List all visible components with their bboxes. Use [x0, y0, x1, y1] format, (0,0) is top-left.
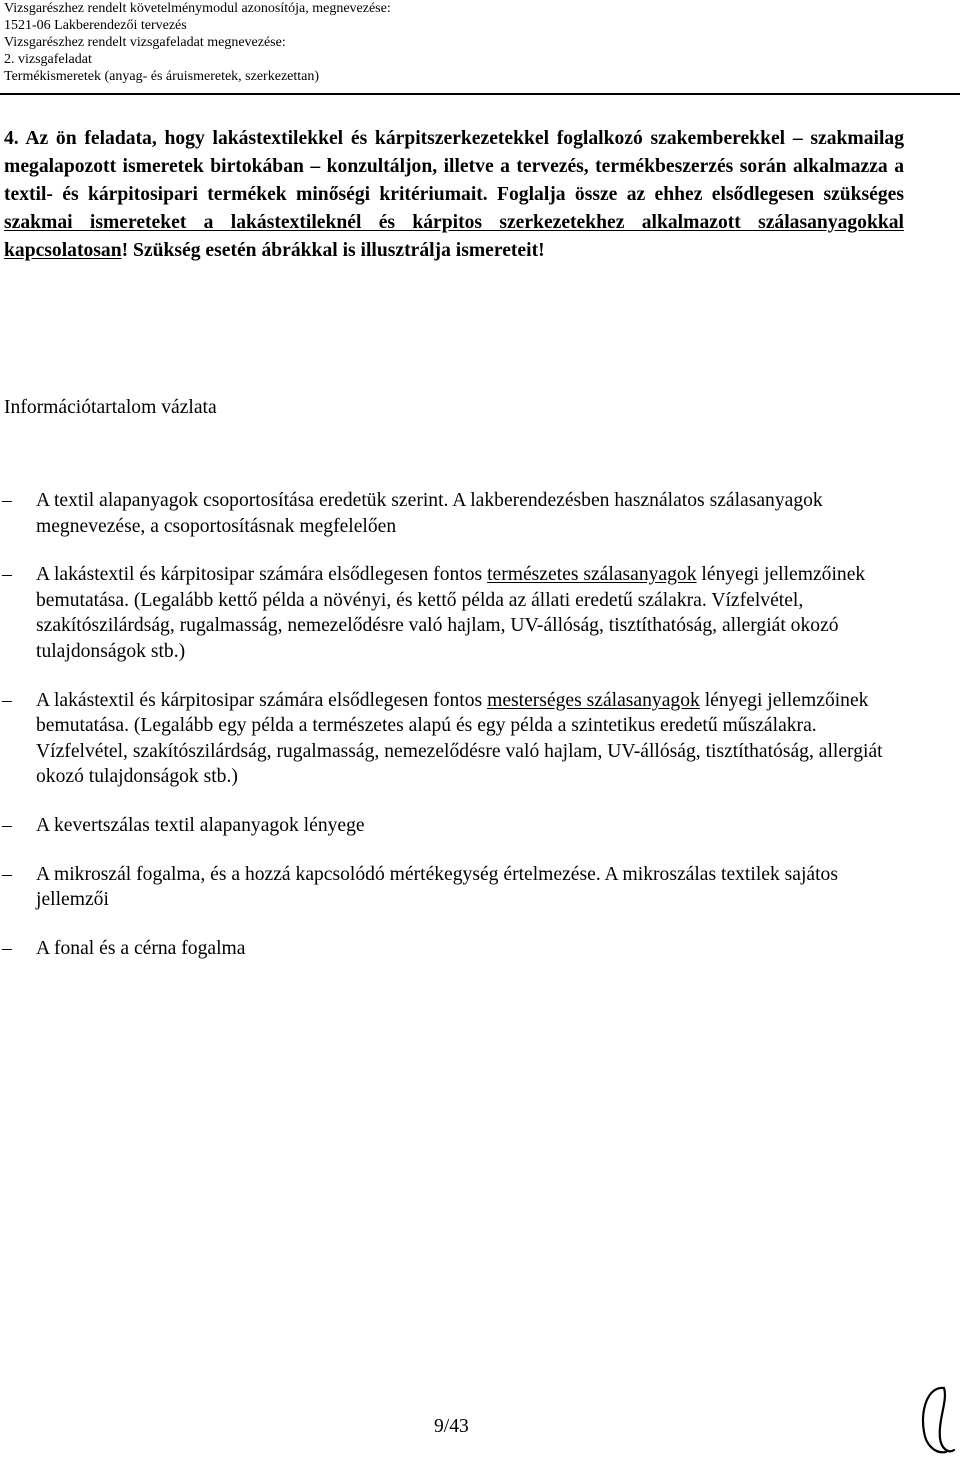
content-outline-list — [0, 488, 900, 984]
list-dash: – — [2, 937, 12, 959]
section-title: Információtartalom vázlata — [4, 397, 217, 418]
list-dash: – — [2, 689, 12, 711]
list-item-underlined: mesterséges szálasanyagok — [487, 689, 700, 711]
list-dash: – — [2, 863, 12, 885]
list-item — [0, 488, 900, 539]
task-text-end: ! Szükség esetén ábrákkal is illusztrálja ismereteit! — [121, 240, 545, 261]
signature-mark — [914, 1380, 958, 1460]
header-line-task-name: Termékismeretek (anyag- és áruismeretek, szerkezettan) — [4, 69, 320, 84]
list-item-text: lényegi jellemzőinek bemutatása. (Legalább egy példa a természetes alapú és egy példa a szintetikus eredetű műszálakra. Vízfelvétel, szakítószilárdság, rugalmasság, nemezelődésre való hajlam, UV-állóság, tisztíthatóság, allergiát okozó tulajdonságok stb.) — [36, 689, 883, 788]
list-dash: – — [2, 564, 12, 586]
list-item-text: A mikroszál fogalma, és a hozzá kapcsolódó mértékegység értelmezése. A mikroszálas textilek sajátos jellemzői — [36, 863, 838, 911]
header-line-task-label: Vizsgarészhez rendelt vizsgafeladat megnevezése: — [4, 35, 286, 50]
list-dash: – — [2, 490, 12, 511]
header-divider — [0, 93, 960, 95]
list-item-text: lényegi jellemzőinek bemutatása. (Legalább kettő példa a növényi, és kettő példa az állati eredetű szálakra. Vízfelvétel, szakítószilárdság, rugalmasság, nemezelődésre való hajlam, UV-állóság, tisztíthatóság, allergiát okozó tulajdonságok stb.) — [36, 564, 866, 662]
header-line-module-name: 1521-06 Lakberendezői tervezés — [4, 18, 187, 33]
task-text-underlined: szakmai ismereteket a lakástextileknél és kárpitos szerkezetekhez alkalmazott szálasanyagokkal kapcsolatosan — [4, 212, 904, 261]
task-text-intro: 4. Az ön feladata, hogy lakástextilekkel és kárpitszerkezetekkel foglalkozó szakemberekkel – szakmailag megalapozott ismeretek birtokában – konzultáljon, illetve a tervezés, termékbeszerzés során alkalmazza a textil- és kárpitosipari termékek minőségi kritériumait. Foglalja össze az ehhez elsődlegesen szükséges — [4, 128, 904, 205]
list-item-text: A kevertszálas textil alapanyagok lényege — [36, 814, 365, 836]
list-item — [0, 936, 900, 962]
list-item — [0, 862, 900, 913]
list-item-text: A fonal és a cérna fogalma — [36, 937, 246, 959]
list-item-underlined: természetes szálasanyagok — [487, 564, 697, 586]
task-paragraph — [4, 125, 904, 265]
page-number: 9/43 — [434, 1416, 469, 1437]
header-line-module-label: Vizsgarészhez rendelt követelménymodul azonosítója, megnevezése: — [4, 1, 391, 16]
list-item — [0, 813, 900, 839]
header-line-task-number: 2. vizsgafeladat — [4, 52, 92, 67]
list-item-text: A textil alapanyagok csoportosítása eredetük szerint. A lakberendezésben használatos szálasanyagok megnevezése, a csoportosításnak megfelelően — [36, 490, 823, 537]
list-item-text: A lakástextil és kárpitosipar számára elsődlegesen fontos — [36, 689, 488, 711]
document-header — [4, 0, 944, 85]
list-item — [0, 562, 900, 664]
list-dash: – — [2, 814, 12, 836]
list-item-text: A lakástextil és kárpitosipar számára elsődlegesen fontos — [36, 564, 488, 586]
list-item — [0, 688, 900, 790]
